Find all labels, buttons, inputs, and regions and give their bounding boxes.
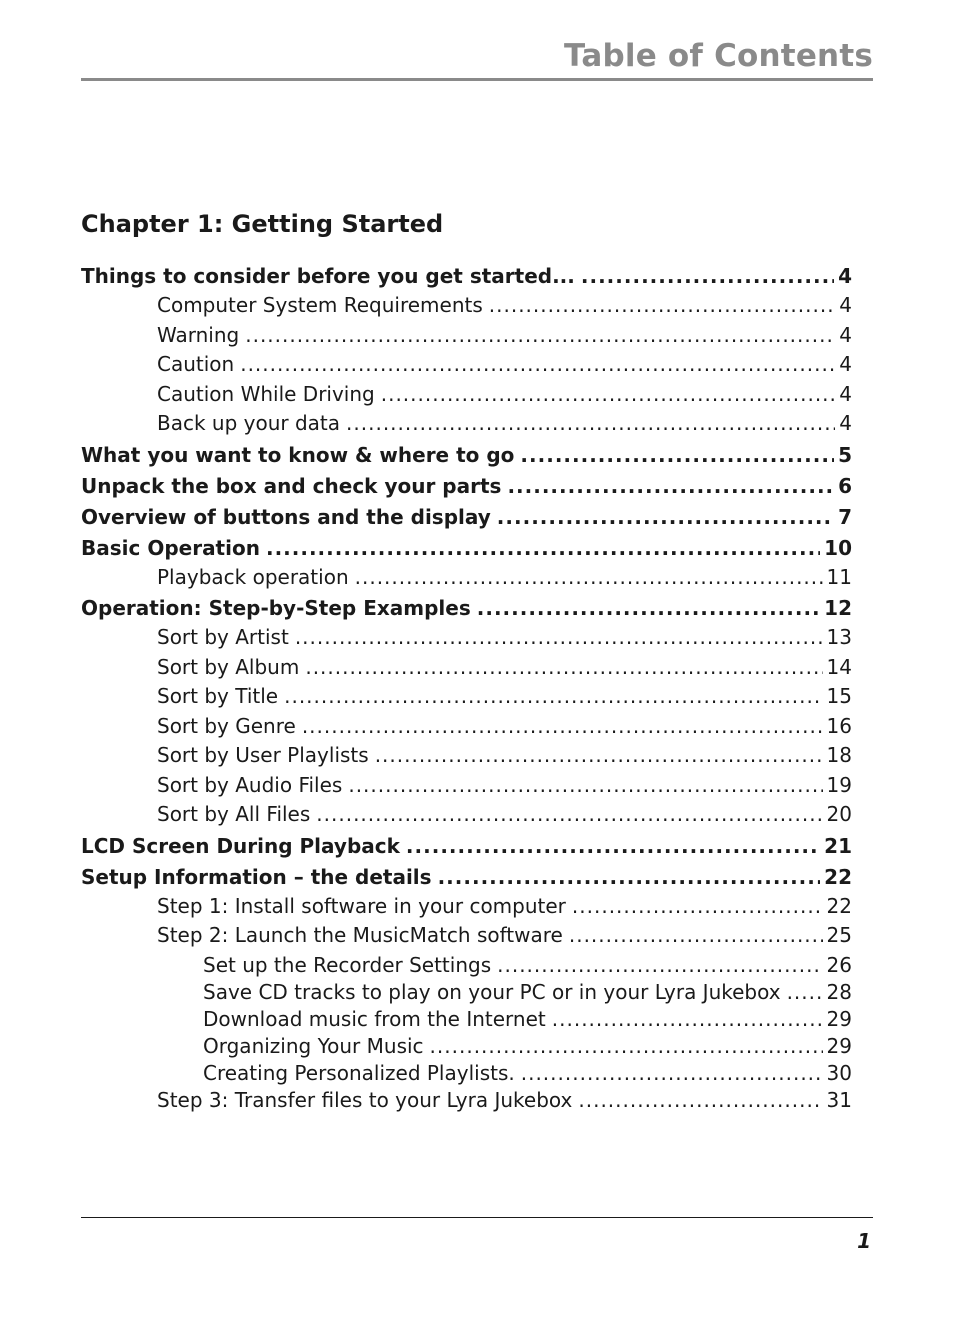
toc-entry-page: 5 <box>838 442 852 467</box>
toc-entry-page: 18 <box>826 743 852 767</box>
toc-entry-label: Caution <box>157 352 235 376</box>
toc-entry[interactable] <box>81 625 852 655</box>
toc-entry-label: Computer System Requirements <box>157 293 483 317</box>
toc-entry-label: Things to consider before you get started... <box>81 264 575 288</box>
toc-entry-label: Playback operation <box>157 564 349 589</box>
toc-entry-label: Download music from the Internet <box>203 1006 546 1031</box>
toc-entry[interactable] <box>81 802 852 832</box>
toc-entry-page: 26 <box>826 952 852 977</box>
dot-leader <box>578 1088 822 1112</box>
toc-entry-page: 21 <box>824 833 852 858</box>
toc-entry-label: Sort by Artist <box>157 625 289 649</box>
toc-entry-page: 31 <box>826 1087 852 1112</box>
page-number: 1 <box>857 1229 871 1253</box>
toc-entry-page: 14 <box>826 654 852 679</box>
toc-entry[interactable] <box>81 863 852 894</box>
toc-entry-label: Back up your data <box>157 411 341 435</box>
dot-leader <box>346 411 835 435</box>
toc-entry[interactable] <box>81 262 852 293</box>
toc-entry-page: 15 <box>826 684 852 708</box>
toc-entry[interactable] <box>81 441 852 472</box>
dot-leader <box>316 802 822 826</box>
dot-leader <box>787 980 823 1004</box>
toc-entry[interactable] <box>81 743 852 773</box>
toc-entry-page: 30 <box>826 1060 852 1085</box>
toc-entry[interactable] <box>81 923 852 953</box>
toc-entry[interactable] <box>81 594 852 625</box>
dot-leader <box>305 655 822 679</box>
dot-leader <box>520 443 834 467</box>
toc-entry-label: Sort by Genre <box>157 713 296 738</box>
toc-entry-page: 29 <box>826 1033 852 1058</box>
dot-leader <box>507 474 834 498</box>
dot-leader <box>497 953 822 977</box>
dot-leader <box>295 625 823 649</box>
dot-leader <box>284 684 822 708</box>
dot-leader <box>489 293 836 317</box>
toc-entry[interactable] <box>81 980 852 1007</box>
dot-leader <box>406 834 820 858</box>
dot-leader <box>430 1034 823 1058</box>
toc-entry-label: Basic Operation <box>81 535 260 560</box>
toc-entry-label: Sort by Audio Files <box>157 772 343 797</box>
toc-entry-label: Unpack the box and check your parts <box>81 473 502 498</box>
toc-entry-page: 6 <box>838 473 852 498</box>
toc-entry-label: Sort by All Files <box>157 802 311 826</box>
toc-entry-label: Warning <box>157 322 240 347</box>
dot-leader <box>375 743 823 767</box>
toc-entry-page: 25 <box>826 923 852 947</box>
toc-entry[interactable] <box>81 472 852 503</box>
footer-divider <box>81 1217 873 1218</box>
dot-leader <box>381 382 836 406</box>
toc-entry[interactable] <box>81 503 852 534</box>
toc-entry[interactable] <box>81 655 852 685</box>
toc-entry-label: Step 2: Launch the MusicMatch software <box>157 923 563 947</box>
dot-leader <box>302 714 823 738</box>
toc-entry-page: 11 <box>826 564 852 589</box>
toc-entry-label: Step 3: Transfer files to your Lyra Jukebox <box>157 1087 573 1112</box>
toc-entry[interactable] <box>81 1061 852 1088</box>
toc-entry[interactable] <box>81 382 852 412</box>
toc-entry-label: LCD Screen During Playback <box>81 833 400 858</box>
page-header <box>81 38 873 80</box>
toc-entry-label: Organizing Your Music <box>203 1033 424 1058</box>
dot-leader <box>245 323 835 347</box>
toc-entry[interactable] <box>81 565 852 595</box>
toc-entry-label: What you want to know & where to go <box>81 442 515 467</box>
toc-entry-label: Creating Personalized Playlists. <box>203 1060 515 1085</box>
toc-entry-page: 7 <box>838 504 852 529</box>
toc-entry-page: 20 <box>826 802 852 826</box>
toc-entry-label: Step 1: Install software in your computer <box>157 893 566 918</box>
toc-entry-page: 13 <box>826 625 852 649</box>
toc-entry-label: Sort by Album <box>157 654 300 679</box>
toc-entry-label: Save CD tracks to play on your PC or in your Lyra Jukebox <box>203 979 781 1004</box>
toc-entry[interactable] <box>81 714 852 744</box>
toc-entry[interactable] <box>81 832 852 863</box>
toc-entry-label: Caution While Driving <box>157 381 375 406</box>
toc-entry-page: 4 <box>839 293 852 317</box>
toc-entry-page: 4 <box>838 264 852 288</box>
dot-leader <box>521 1061 823 1085</box>
toc-entry-page: 19 <box>826 772 852 797</box>
page-footer <box>81 1217 873 1257</box>
dot-leader <box>355 565 823 589</box>
toc-entry-page: 16 <box>826 713 852 738</box>
toc-entry-page: 22 <box>826 893 852 918</box>
dot-leader <box>572 894 823 918</box>
dot-leader <box>581 264 834 288</box>
dot-leader <box>552 1007 823 1031</box>
dot-leader <box>240 352 835 376</box>
page-title: Table of Contents <box>564 38 873 74</box>
toc-entry-page: 28 <box>826 979 852 1004</box>
table-of-contents <box>81 262 852 1117</box>
toc-entry-label: Setup Information – the details <box>81 864 432 889</box>
toc-entry[interactable] <box>81 953 852 980</box>
toc-entry-label: Set up the Recorder Settings <box>203 952 492 977</box>
toc-entry-page: 12 <box>824 596 852 620</box>
toc-entry[interactable] <box>81 1088 852 1118</box>
toc-entry-page: 22 <box>824 864 852 889</box>
dot-leader <box>477 596 820 620</box>
toc-entry-page: 4 <box>839 352 852 376</box>
toc-entry-label: Sort by User Playlists <box>157 743 369 767</box>
toc-entry[interactable] <box>81 894 852 924</box>
dot-leader <box>348 773 822 797</box>
toc-entry-label: Overview of buttons and the display <box>81 504 491 529</box>
toc-entry[interactable] <box>81 1007 852 1034</box>
dot-leader <box>497 505 834 529</box>
toc-entry[interactable] <box>81 773 852 803</box>
toc-entry-page: 4 <box>839 411 852 435</box>
dot-leader <box>266 536 820 560</box>
toc-entry[interactable] <box>81 534 852 565</box>
toc-entry-label: Sort by Title <box>157 684 279 708</box>
toc-entry-page: 4 <box>839 381 852 406</box>
toc-entry[interactable] <box>81 684 852 714</box>
toc-entry[interactable] <box>81 323 852 353</box>
toc-entry[interactable] <box>81 293 852 323</box>
toc-entry-page: 29 <box>826 1006 852 1031</box>
toc-entry-label: Operation: Step-by-Step Examples <box>81 596 471 620</box>
toc-entry-page: 4 <box>839 322 852 347</box>
dot-leader <box>438 865 821 889</box>
toc-entry-page: 10 <box>824 535 852 560</box>
dot-leader <box>569 923 823 947</box>
toc-entry[interactable] <box>81 352 852 382</box>
chapter-heading: Chapter 1: Getting Started <box>81 210 444 238</box>
toc-entry[interactable] <box>81 1034 852 1061</box>
header-divider <box>81 78 873 81</box>
toc-entry[interactable] <box>81 411 852 441</box>
